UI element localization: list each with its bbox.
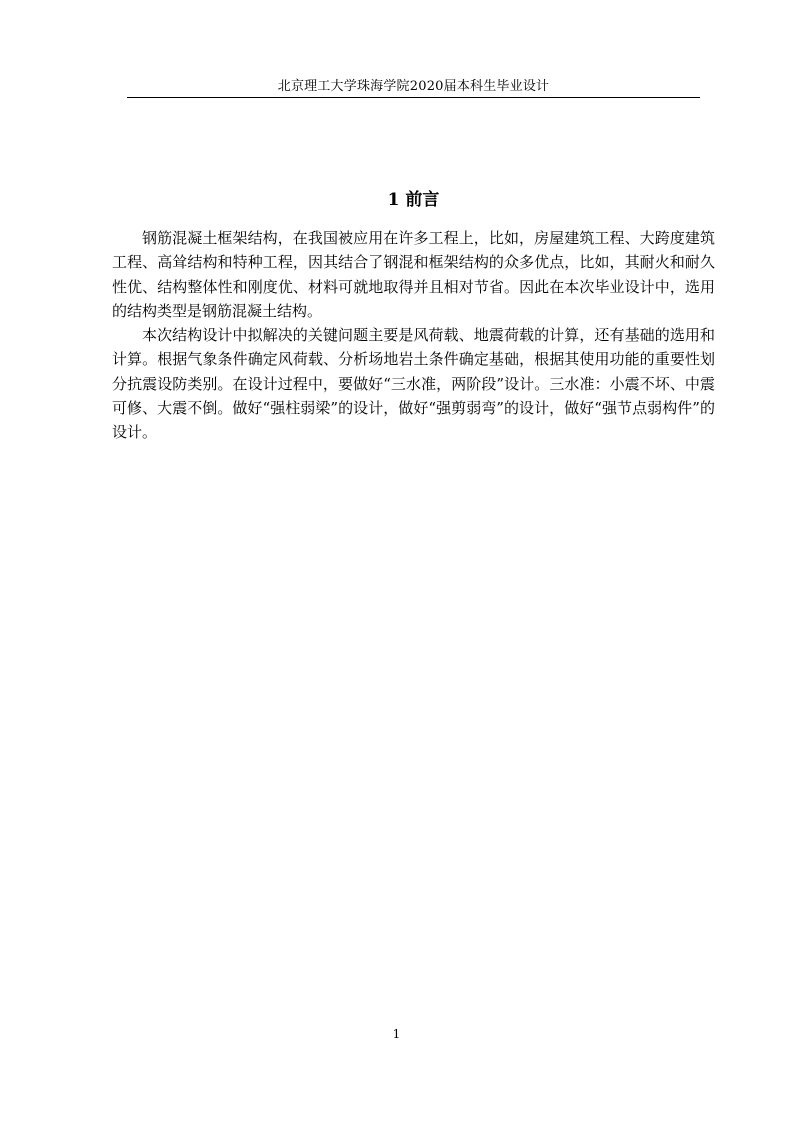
running-header: 北京理工大学珠海学院2020届本科生毕业设计	[277, 79, 550, 94]
page-number: 1	[392, 1027, 401, 1041]
paragraph-1: 钢筋混凝土框架结构，在我国被应用在许多工程上，比如，房屋建筑工程、大跨度建筑工程、高耸结构和特种工程，因其结合了钢混和框架结构的众多优点，比如，其耐火和耐久性优、结构整体性和刚度优、材料可就地取得并且相对节省。因此在本次毕业设计中，选用的结构类型是钢筋混凝土结构。	[112, 229, 715, 320]
body-text	[112, 226, 715, 445]
header-divider	[127, 97, 700, 98]
paragraph-2: 本次结构设计中拟解决的关键问题主要是风荷载、地震荷载的计算，还有基础的选用和计算。根据气象条件确定风荷载、分析场地岩土条件确定基础，根据其使用功能的重要性划分抗震设防类别。在设计过程中，要做好“三水准，两阶段”设计。三水准：小震不坏、中震可修、大震不倒。做好“强柱弱梁”的设计，做好“强剪弱弯”的设计，做好“强节点弱构件”的设计。	[112, 326, 715, 442]
section-heading: 1 前言	[387, 190, 440, 210]
